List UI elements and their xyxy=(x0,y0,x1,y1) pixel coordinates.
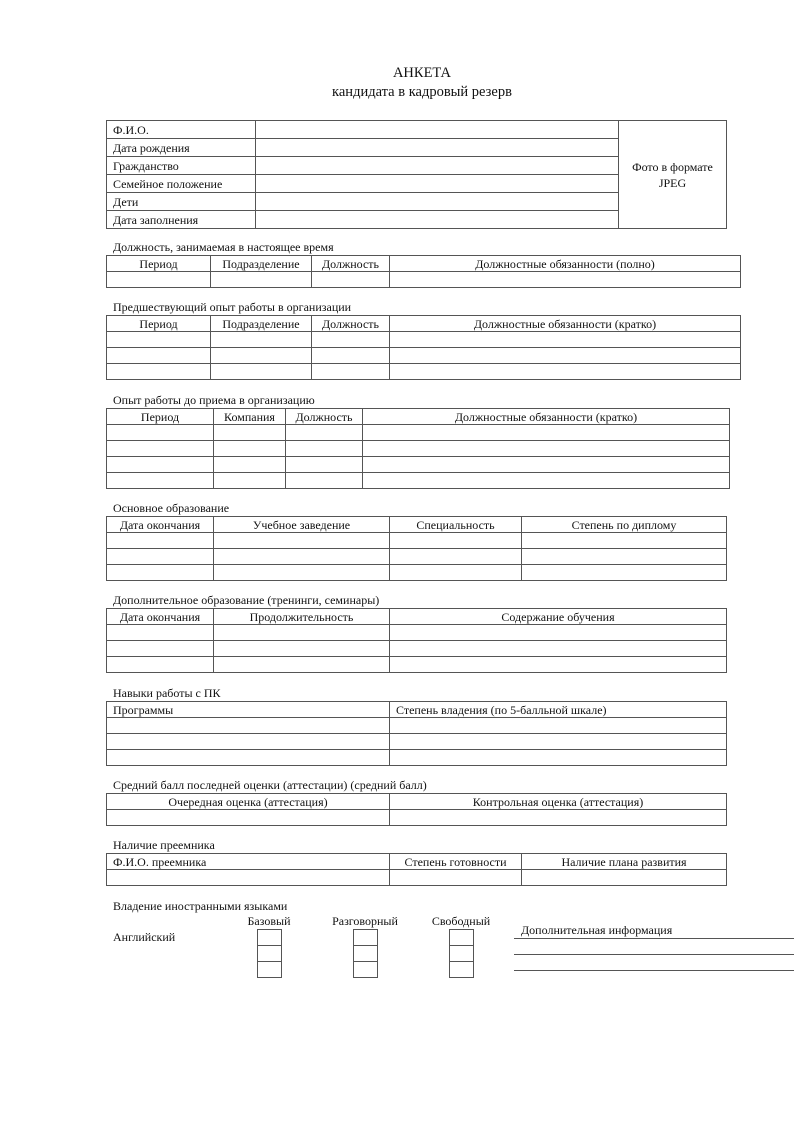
table-cell-input[interactable] xyxy=(286,425,363,441)
table-cell-input[interactable] xyxy=(107,657,214,673)
table-cell-input[interactable] xyxy=(390,625,727,641)
column-header: Учебное заведение xyxy=(214,517,390,533)
table-row xyxy=(107,625,727,641)
column-header: Подразделение xyxy=(211,316,312,332)
table-row xyxy=(107,364,741,380)
marital-status-input[interactable] xyxy=(256,175,619,193)
column-header: Должность xyxy=(286,409,363,425)
level-basic-label: Базовый xyxy=(247,914,291,928)
column-header: Дата окончания xyxy=(107,517,214,533)
table-row xyxy=(107,734,727,750)
table-cell-input[interactable] xyxy=(107,332,211,348)
table-cell-input[interactable] xyxy=(363,425,730,441)
column-header: Должностные обязанности (кратко) xyxy=(390,316,741,332)
table-cell-input[interactable] xyxy=(390,641,727,657)
table-cell-input[interactable] xyxy=(312,272,390,288)
column-header: Контрольная оценка (аттестация) xyxy=(390,794,727,810)
table-cell-input[interactable] xyxy=(211,364,312,380)
column-header: Период xyxy=(107,409,214,425)
table-row xyxy=(107,441,730,457)
table-cell-input[interactable] xyxy=(390,533,522,549)
prior-experience-table xyxy=(106,408,730,489)
table-cell-input[interactable] xyxy=(107,348,211,364)
photo-label: Фото в формате xyxy=(632,159,713,174)
additional-info-label: Дополнительная информация xyxy=(521,923,673,937)
section-label-successor: Наличие преемника xyxy=(113,838,215,852)
table-cell-input[interactable] xyxy=(211,272,312,288)
conversational-checkbox-1[interactable] xyxy=(353,929,378,946)
table-cell-input[interactable] xyxy=(390,750,727,766)
basic-checkbox-2[interactable] xyxy=(257,945,282,962)
column-header: Дата окончания xyxy=(107,609,214,625)
table-header-row xyxy=(107,256,741,272)
pc-skills-table xyxy=(106,701,727,766)
table-row xyxy=(107,657,727,673)
table-cell-input[interactable] xyxy=(363,457,730,473)
column-header: Очередная оценка (аттестация) xyxy=(107,794,390,810)
additional-info-line-3[interactable] xyxy=(514,970,794,971)
table-row xyxy=(107,565,727,581)
personal-info-table xyxy=(106,120,727,229)
education-table xyxy=(106,516,727,581)
table-cell-input[interactable] xyxy=(286,473,363,489)
column-header: Период xyxy=(107,256,211,272)
table-cell-input[interactable] xyxy=(107,364,211,380)
table-cell-input[interactable] xyxy=(107,457,214,473)
section-label-languages: Владение иностранными языками xyxy=(113,899,288,913)
column-header: Содержание обучения xyxy=(390,609,727,625)
table-cell-input[interactable] xyxy=(522,565,727,581)
column-header: Программы xyxy=(107,702,390,718)
field-label-birthdate: Дата рождения xyxy=(107,139,256,157)
table-header-row xyxy=(107,316,741,332)
table-cell-input[interactable] xyxy=(107,810,390,826)
table-row xyxy=(107,457,730,473)
table-header-row xyxy=(107,517,727,533)
level-conversational-label: Разговорный xyxy=(332,914,398,928)
table-header-row xyxy=(107,609,727,625)
section-label-pc-skills: Навыки работы с ПК xyxy=(113,686,221,700)
table-header-row xyxy=(107,702,727,718)
section-label-education: Основное образование xyxy=(113,501,230,515)
section-label-assessment: Средний балл последней оценки (аттестации) (средний балл) xyxy=(113,778,427,792)
table-cell-input[interactable] xyxy=(390,549,522,565)
conversational-checkbox-2[interactable] xyxy=(353,945,378,962)
column-header: Должностные обязанности (кратко) xyxy=(363,409,730,425)
table-row xyxy=(107,810,727,826)
table-cell-input[interactable] xyxy=(107,549,214,565)
conversational-checkbox-3[interactable] xyxy=(353,961,378,978)
table-header-row xyxy=(107,409,730,425)
table-cell-input[interactable] xyxy=(312,332,390,348)
table-cell-input[interactable] xyxy=(312,348,390,364)
column-header: Степень владения (по 5-балльной шкале) xyxy=(390,702,727,718)
column-header: Должность xyxy=(312,256,390,272)
table-cell-input[interactable] xyxy=(522,870,727,886)
table-row xyxy=(107,533,727,549)
additional-info-line-2[interactable] xyxy=(514,954,794,955)
table-cell-input[interactable] xyxy=(214,549,390,565)
fluent-checkbox-3[interactable] xyxy=(449,961,474,978)
table-row xyxy=(107,641,727,657)
table-header-row xyxy=(107,794,727,810)
table-cell-input[interactable] xyxy=(390,734,727,750)
basic-checkbox-3[interactable] xyxy=(257,961,282,978)
table-cell-input[interactable] xyxy=(363,441,730,457)
table-row xyxy=(107,272,741,288)
field-label-marital-status: Семейное положение xyxy=(107,175,256,193)
section-label-prior-experience: Опыт работы до приема в организацию xyxy=(113,393,315,407)
table-row xyxy=(107,332,741,348)
table-cell-input[interactable] xyxy=(107,441,214,457)
column-header: Специальность xyxy=(390,517,522,533)
column-header: Период xyxy=(107,316,211,332)
table-cell-input[interactable] xyxy=(312,364,390,380)
table-cell-input[interactable] xyxy=(214,425,286,441)
table-cell-input[interactable] xyxy=(107,272,211,288)
language-english-label: Английский xyxy=(113,930,176,944)
column-header: Ф.И.О. преемника xyxy=(107,854,390,870)
table-cell-input[interactable] xyxy=(390,870,522,886)
citizenship-input[interactable] xyxy=(256,157,619,175)
current-position-table xyxy=(106,255,741,288)
table-cell-input[interactable] xyxy=(107,625,214,641)
column-header: Должность xyxy=(312,316,390,332)
table-cell-input[interactable] xyxy=(107,870,390,886)
fio-input[interactable] xyxy=(256,121,619,139)
page-title: АНКЕТА xyxy=(392,65,452,81)
table-cell-input[interactable] xyxy=(107,641,214,657)
table-cell-input[interactable] xyxy=(214,625,390,641)
table-row xyxy=(107,549,727,565)
table-cell-input[interactable] xyxy=(390,332,741,348)
table-cell-input[interactable] xyxy=(214,457,286,473)
birthdate-input[interactable] xyxy=(256,139,619,157)
field-label-fio: Ф.И.О. xyxy=(107,121,256,139)
table-cell-input[interactable] xyxy=(363,473,730,489)
table-cell-input[interactable] xyxy=(107,565,214,581)
table-cell-input[interactable] xyxy=(107,425,214,441)
table-cell-input[interactable] xyxy=(214,473,286,489)
column-header: Наличие плана развития xyxy=(522,854,727,870)
table-cell-input[interactable] xyxy=(390,718,727,734)
table-cell-input[interactable] xyxy=(214,441,286,457)
photo-placeholder[interactable] xyxy=(619,121,727,229)
column-header: Подразделение xyxy=(211,256,312,272)
field-label-children: Дети xyxy=(107,193,256,211)
table-header-row xyxy=(107,854,727,870)
additional-info-line-1[interactable] xyxy=(514,938,794,939)
table-cell-input[interactable] xyxy=(522,533,727,549)
column-header: Степень готовности xyxy=(390,854,522,870)
table-cell-input[interactable] xyxy=(107,533,214,549)
column-header: Степень по диплому xyxy=(522,517,727,533)
field-label-citizenship: Гражданство xyxy=(107,157,256,175)
photo-format: JPEG xyxy=(658,175,687,190)
table-row xyxy=(107,750,727,766)
previous-experience-table xyxy=(106,315,741,380)
section-label-additional-education: Дополнительное образование (тренинги, семинары) xyxy=(113,593,380,607)
fluent-checkbox-2[interactable] xyxy=(449,945,474,962)
table-cell-input[interactable] xyxy=(214,565,390,581)
table-cell-input[interactable] xyxy=(390,810,727,826)
table-row xyxy=(107,425,730,441)
assessment-table xyxy=(106,793,727,826)
table-cell-input[interactable] xyxy=(214,657,390,673)
table-cell-input[interactable] xyxy=(522,549,727,565)
page-subtitle: кандидата в кадровый резерв xyxy=(332,84,512,100)
basic-checkbox-1[interactable] xyxy=(257,929,282,946)
table-cell-input[interactable] xyxy=(286,457,363,473)
fill-date-input[interactable] xyxy=(256,211,619,229)
table-row xyxy=(107,870,727,886)
column-header: Компания xyxy=(214,409,286,425)
table-cell-input[interactable] xyxy=(390,364,741,380)
table-cell-input[interactable] xyxy=(390,657,727,673)
section-label-current-position: Должность, занимаемая в настоящее время xyxy=(113,240,334,254)
table-row xyxy=(107,348,741,364)
additional-education-table xyxy=(106,608,727,673)
table-cell-input[interactable] xyxy=(390,565,522,581)
fluent-checkbox-1[interactable] xyxy=(449,929,474,946)
level-fluent-label: Свободный xyxy=(431,914,491,928)
table-cell-input[interactable] xyxy=(107,718,390,734)
column-header: Должностные обязанности (полно) xyxy=(390,256,741,272)
table-cell-input[interactable] xyxy=(214,533,390,549)
table-cell-input[interactable] xyxy=(211,332,312,348)
field-label-fill-date: Дата заполнения xyxy=(107,211,256,229)
table-cell-input[interactable] xyxy=(211,348,312,364)
column-header: Продолжительность xyxy=(214,609,390,625)
table-cell-input[interactable] xyxy=(286,441,363,457)
section-label-previous-experience: Предшествующий опыт работы в организации xyxy=(113,300,352,314)
table-cell-input[interactable] xyxy=(390,348,741,364)
table-cell-input[interactable] xyxy=(107,734,390,750)
children-input[interactable] xyxy=(256,193,619,211)
table-cell-input[interactable] xyxy=(214,641,390,657)
table-cell-input[interactable] xyxy=(390,272,741,288)
table-cell-input[interactable] xyxy=(107,473,214,489)
table-row xyxy=(107,473,730,489)
table-row xyxy=(107,718,727,734)
table-cell-input[interactable] xyxy=(107,750,390,766)
successor-table xyxy=(106,853,727,886)
